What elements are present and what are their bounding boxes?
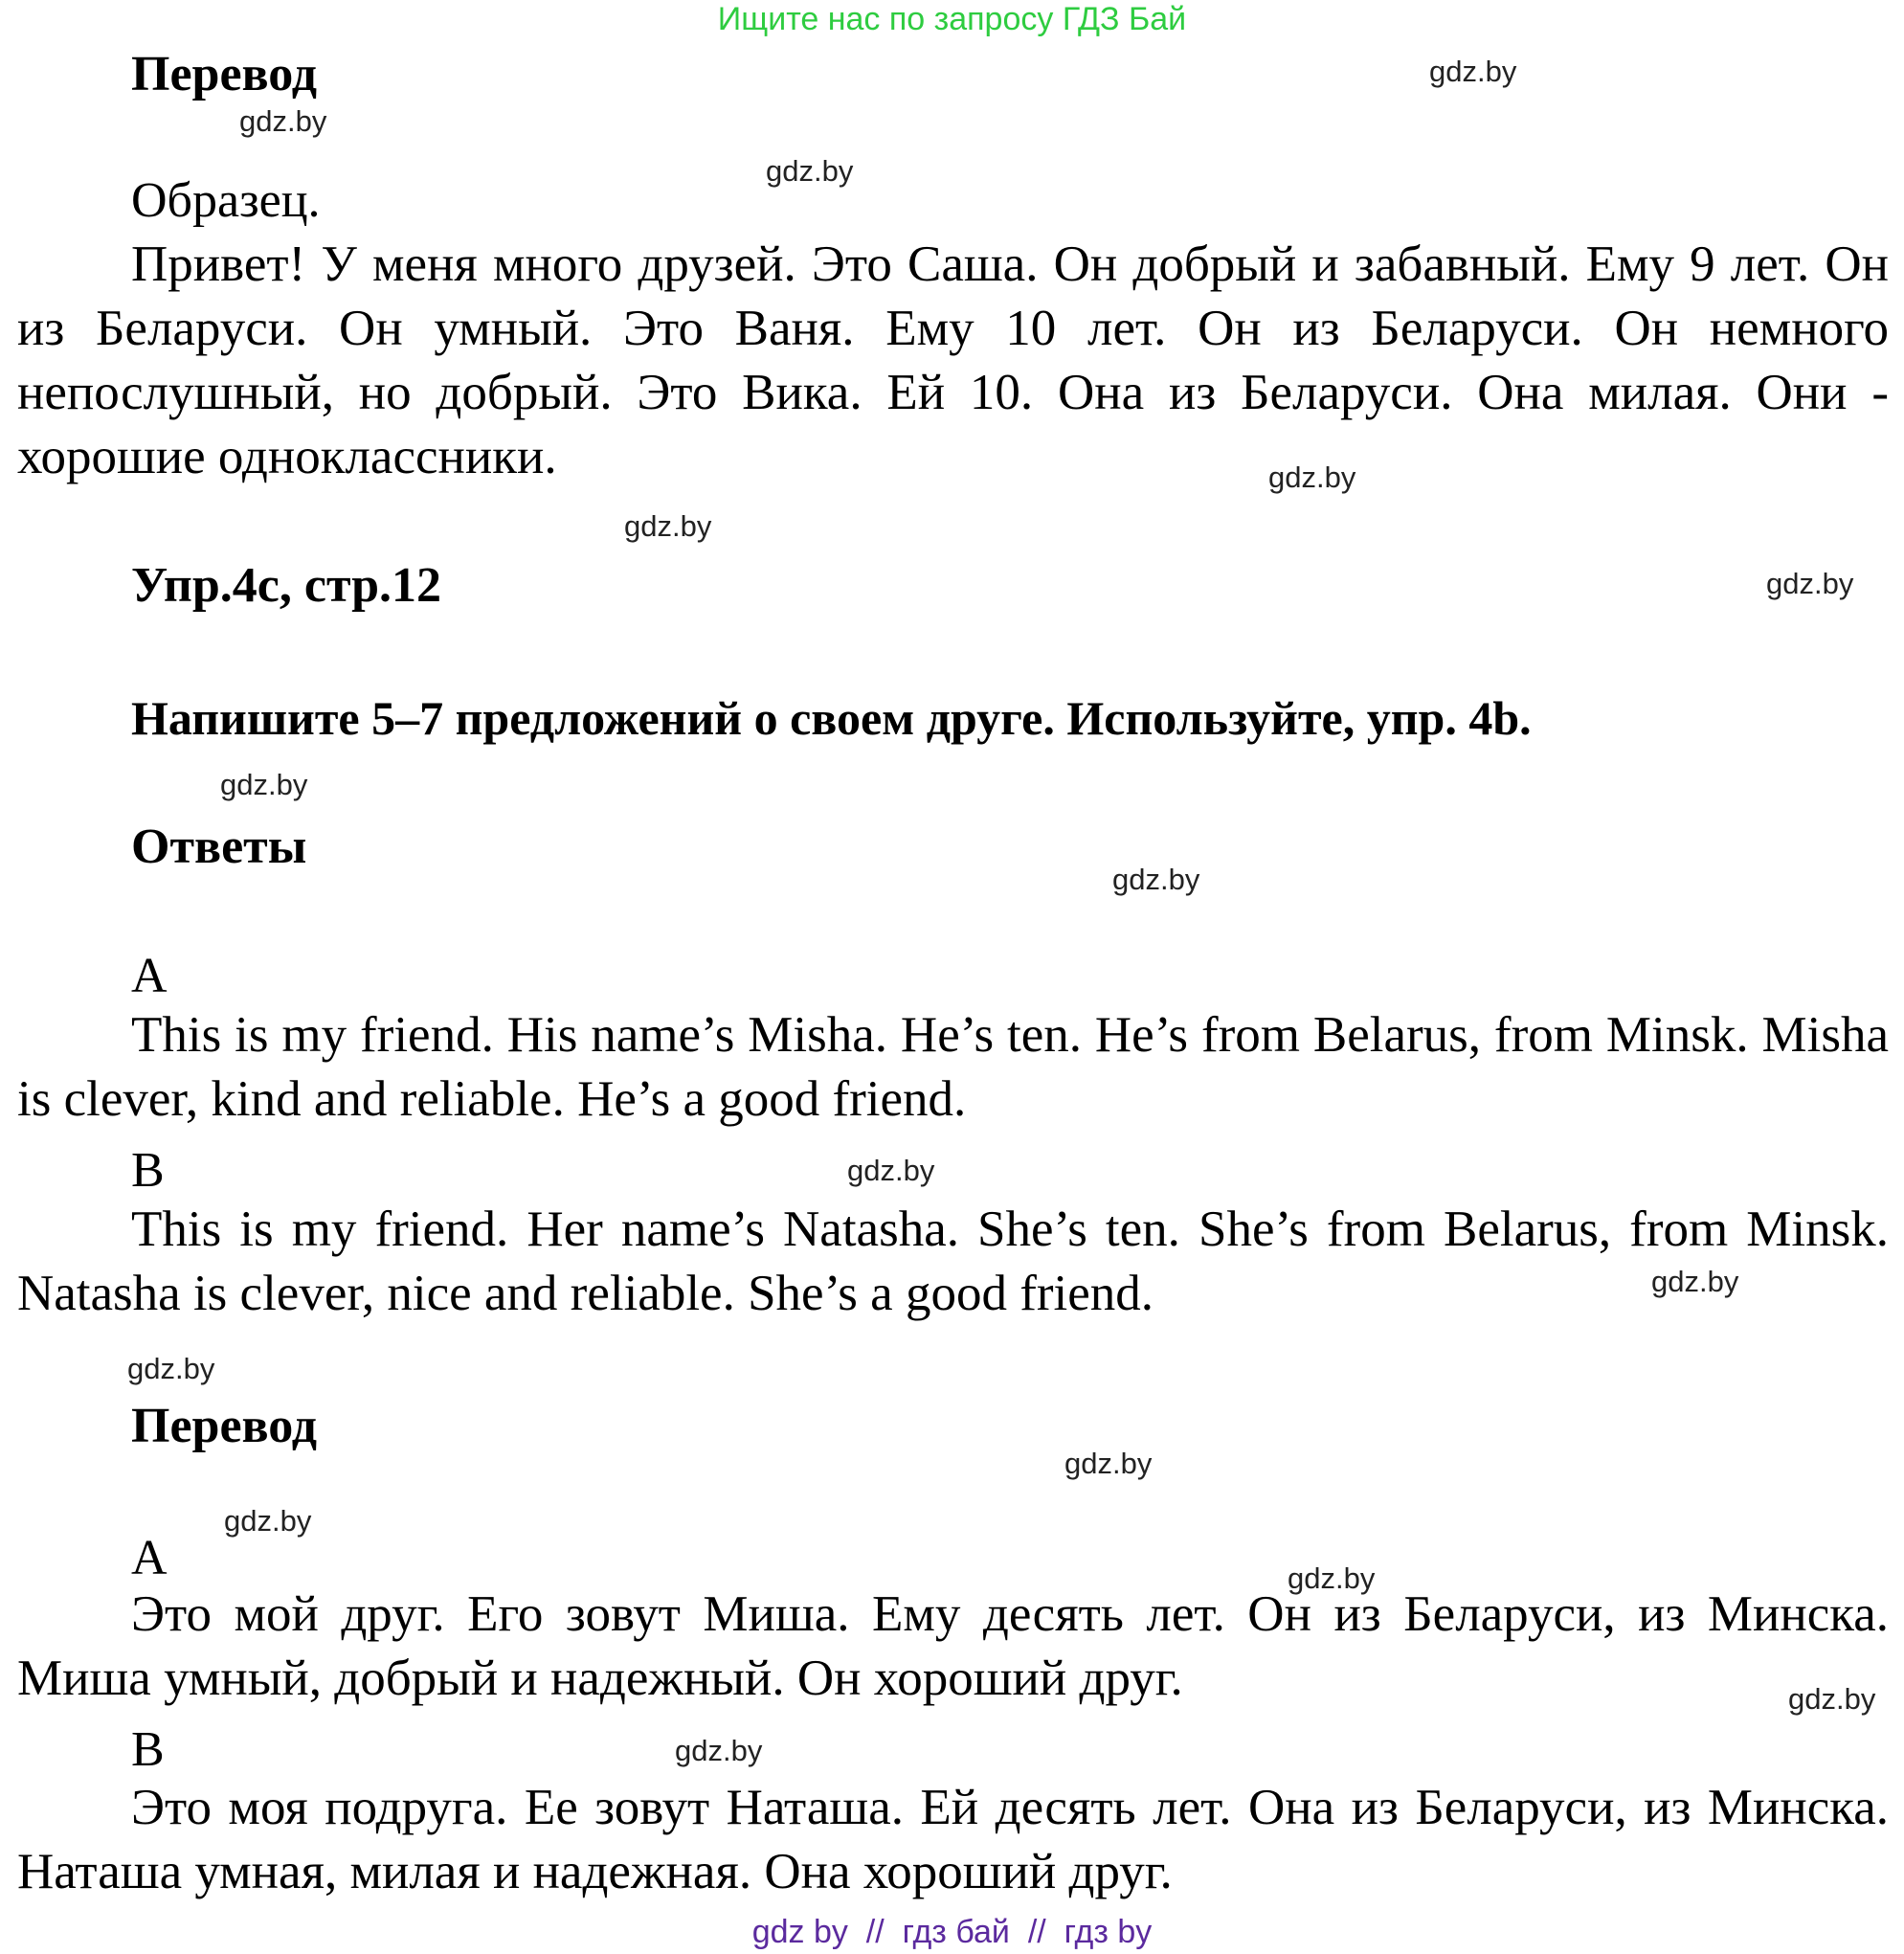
watermark: gdz.by bbox=[1429, 55, 1517, 88]
translation-heading: Перевод bbox=[131, 1399, 318, 1453]
answers-heading: Ответы bbox=[131, 820, 307, 874]
answer-a-label: A bbox=[131, 949, 168, 1003]
watermark: gdz.by bbox=[1788, 1682, 1876, 1716]
exercise-title: Упр.4с, стр.12 bbox=[131, 558, 442, 613]
answer-b-paragraph: This is my friend. Her name’s Natasha. She’s ten. She’s from Belarus, from Minsk. Natasha is clever, nice and reliable. She’s a good friend. bbox=[17, 1202, 1889, 1321]
watermark: gdz.by bbox=[1064, 1447, 1153, 1480]
footer-watermark: gdz by // гдз бай // гдз by bbox=[751, 1914, 1153, 1950]
watermark: gdz.by bbox=[766, 154, 854, 188]
translation-b-label: B bbox=[131, 1722, 165, 1777]
watermark: gdz.by bbox=[224, 1504, 312, 1538]
watermark: gdz.by bbox=[675, 1734, 763, 1767]
top-banner: Ищите нас по запросу ГДЗ Бай bbox=[717, 1, 1187, 37]
watermark: gdz.by bbox=[1112, 863, 1200, 896]
watermark: gdz.by bbox=[239, 104, 327, 138]
answer-b-label: B bbox=[131, 1143, 165, 1198]
section-heading-translation: Перевод bbox=[131, 47, 318, 101]
watermark: gdz.by bbox=[847, 1154, 935, 1187]
translation-a-paragraph: Это мой друг. Его зовут Миша. Ему десять лет. Он из Беларуси, из Минска. Миша умный, добрый и надежный. Он хороший друг. bbox=[17, 1586, 1889, 1706]
sample-paragraph: Привет! У меня много друзей. Это Саша. Он добрый и забавный. Ему 9 лет. Он из Беларуси. Он умный. Это Ваня. Ему 10 лет. Он из Беларуси. Он немного непослушный, но добрый. Это Вика. Ей 10. Она из Беларуси. Она милая. Они - хорошие одноклассники. bbox=[17, 236, 1889, 484]
answer-a-paragraph: This is my friend. His name’s Misha. He’s ten. He’s from Belarus, from Minsk. Misha is clever, kind and reliable. He’s a good friend. bbox=[17, 1007, 1889, 1127]
watermark: gdz.by bbox=[220, 768, 308, 801]
watermark: gdz.by bbox=[1288, 1561, 1376, 1595]
watermark: gdz.by bbox=[1268, 460, 1356, 494]
watermark: gdz.by bbox=[624, 509, 712, 543]
sample-label: Образец. bbox=[131, 173, 321, 228]
watermark: gdz.by bbox=[1651, 1265, 1739, 1298]
watermark: gdz.by bbox=[1766, 567, 1854, 600]
translation-b-paragraph: Это моя подруга. Ее зовут Наташа. Ей десять лет. Она из Беларуси, из Минска. Наташа умная, милая и надежная. Она хороший друг. bbox=[17, 1780, 1889, 1899]
exercise-task: Напишите 5–7 предложений о своем друге. Используйте, упр. 4b. bbox=[131, 691, 1532, 745]
translation-a-label: A bbox=[131, 1531, 168, 1585]
watermark: gdz.by bbox=[127, 1352, 215, 1385]
